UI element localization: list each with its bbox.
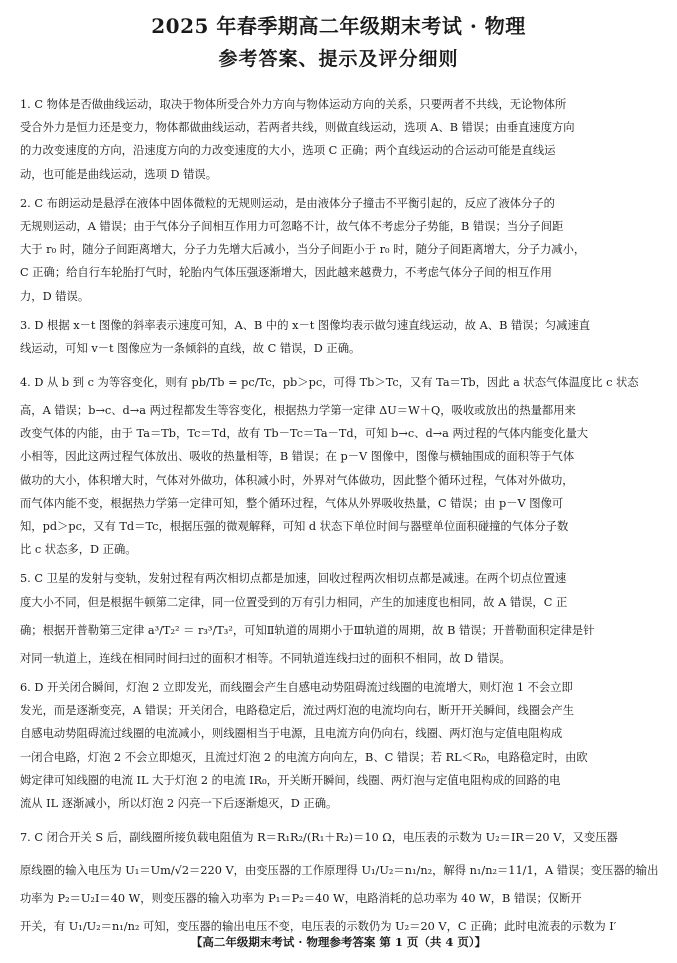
answer-line: 1. C 物体是否做曲线运动，取决于物体所受合外力方向与物体运动方向的关系，只要两者不共线，无论物体所 [20, 98, 567, 111]
answer-line: 发光，而是逐渐变亮，A 错误；开关闭合，电路稳定后，流过两灯泡的电流均向右，断开开关瞬间，线圈会产生 [20, 704, 575, 718]
answer-line: 对同一轨道上，连线在相同时间扫过的面积才相等。不同轨道连线扫过的面积不相同，故 D 错误。 [20, 651, 511, 665]
answer-line: 大于 r₀ 时，随分子间距离增大，分子力先增大后减小，当分子间距小于 r₀ 时，随分子间距离增大，分子力减小， [20, 243, 586, 257]
answer-line: 开关，有 U₁/U₂＝n₁/n₂ 可知，变压器的输出电压不变，电压表的示数仍为 U₂＝20 V，C 正确；此时电流表的示数为 I′ [20, 920, 617, 934]
answer-line: C 正确；给自行车轮胎打气时，轮胎内气体压强逐渐增大，因此越来越费力，不考虑气体分子间的相互作用 [20, 266, 552, 280]
answer-line: 做功的大小，体积增大时，气体对外做功，体积减小时，外界对气体做功，因此整个循环过程，气体对外做功， [20, 473, 574, 487]
answer-line: 4. D 从 b 到 c 为等容变化，则有 pb/Tb = pc/Tc，pb＞pc，可得 Tb＞Tc，又有 Ta＝Tb，因此 a 状态气体温度比 c 状态 [20, 376, 639, 390]
answer-item [20, 676, 662, 815]
answer-item [20, 314, 662, 360]
answer-line: 度大小不同，但是根据牛顿第二定律，同一位置受到的万有引力相同，产生的加速度也相同，故 A 错误，C 正 [20, 595, 568, 609]
answer-item [20, 93, 662, 186]
answer-line: 一闭合电路，灯泡 2 不会立即熄灭，且流过灯泡 2 的电流方向向左，B、C 错误；若 RL＜R₀，电路稳定时，由欧 [20, 750, 588, 764]
answer-line: 自感电动势阻碍流过线圈的电流减小，则线圈相当于电源，且电流方向仍向右，线圈、两灯泡与定值电阻构成 [20, 727, 563, 741]
answer-line: 改变气体的内能，由于 Ta＝Tb，Tc＝Td，故有 Tb－Tc＝Ta－Td，可知 b→c、d→a 两过程的气体内能变化量大 [20, 427, 589, 441]
answer-line: 高，A 错误；b→c、d→a 两过程都发生等容变化，根据热力学第一定律 ΔU＝W＋Q，吸收或放出的热量都用来 [20, 404, 576, 418]
page-subtitle: 参考答案、提示及评分细则 [218, 48, 459, 70]
answer-line: 知，pd＞pc，又有 Td＝Tc，根据压强的微观解释，可知 d 状态下单位时间与器壁单位面积碰撞的气体分子数 [20, 520, 569, 533]
answer-line: 小相等，因此这两过程气体放出、吸收的热量相等，B 错误；在 p－V 图像中，图像与横轴围成的面积等于气体 [20, 450, 575, 464]
answer-line: 动，也可能是曲线运动，选项 D 错误。 [20, 167, 217, 181]
answer-line: 的力改变速度的方向，沿速度方向的力改变速度的大小，选项 C 正确；两个直线运动的合运动可能是直线运 [20, 144, 556, 158]
answer-line: 3. D 根据 x－t 图像的斜率表示速度可知，A、B 中的 x－t 图像均表示做匀速直线运动，故 A、B 错误；匀减速直 [20, 318, 591, 332]
answer-line: 确；根据开普勒第三定律 a³/T₂² ＝ r₃³/T₃²，可知Ⅱ轨道的周期小于Ⅲ轨道的周期，故 B 错误；开普勒面积定律是针 [20, 623, 595, 637]
answer-line: 姆定律可知线圈的电流 IL 大于灯泡 2 的电流 IR₀，开关断开瞬间，线圈、两灯泡与定值电阻构成的回路的电 [20, 773, 561, 787]
answer-item [20, 192, 662, 308]
answer-line: 7. C 闭合开关 S 后，副线圈所接负载电阻值为 R＝R₁R₂/(R₁＋R₂)＝10 Ω，电压表的示数为 U₂＝IR＝20 V，又变压器 [20, 831, 618, 845]
answer-item [20, 821, 662, 943]
answer-line: 比 c 状态多，D 正确。 [20, 543, 137, 557]
answer-item [20, 567, 662, 670]
answer-line: 2. C 布朗运动是悬浮在液体中固体微粒的无规则运动，是由液体分子撞击不平衡引起的，反应了液体分子的 [20, 196, 555, 210]
answer-line: 无规则运动，A 错误；由于气体分子间相互作用力可忽略不计，故气体不考虑分子势能，B 错误；当分子间距 [20, 219, 564, 233]
answer-line: 而气体内能不变，根据热力学第一定律可知，整个循环过程，气体从外界吸收热量，C 错误；由 p－V 图像可 [20, 496, 564, 510]
page-title: 2025 年春季期高二年级期末考试 · 物理 [151, 14, 526, 38]
page-footer: 【高二年级期末考试 · 物理参考答案 第 1 页（共 4 页）】 [190, 935, 487, 949]
answer-line: 线运动，可知 v－t 图像应为一条倾斜的直线，故 C 错误，D 正确。 [20, 341, 361, 355]
answer-line: 5. C 卫星的发射与变轨，发射过程有两次相切点都是加速，回收过程两次相切点都是减速。在两个切点位置速 [20, 572, 567, 586]
answer-line: 6. D 开关闭合瞬间，灯泡 2 立即发光，而线圈会产生自感电动势阻碍流过线圈的电流增大，则灯泡 1 不会立即 [20, 680, 573, 694]
answer-line: 功率为 P₂＝U₂I＝40 W，则变压器的输入功率为 P₁＝P₂＝40 W，电路消耗的总功率为 40 W，B 错误；仅断开 [20, 892, 582, 906]
answer-list [20, 93, 662, 949]
answer-line: 受合外力是恒力还是变力，物体都做曲线运动，若两者共线，则做直线运动，选项 A、B 错误；由垂直速度方向 [20, 121, 575, 135]
answer-line: 力，D 错误。 [20, 289, 90, 303]
answer-item [20, 366, 662, 561]
answer-line: 流从 IL 逐渐减小，所以灯泡 2 闪亮一下后逐渐熄灭，D 正确。 [20, 796, 338, 810]
answer-line: 原线圈的输入电压为 U₁＝Um/√2＝220 V，由变压器的工作原理得 U₁/U₂＝n₁/n₂，解得 n₁/n₂＝11/1，A 错误；变压器的输出 [20, 864, 659, 878]
